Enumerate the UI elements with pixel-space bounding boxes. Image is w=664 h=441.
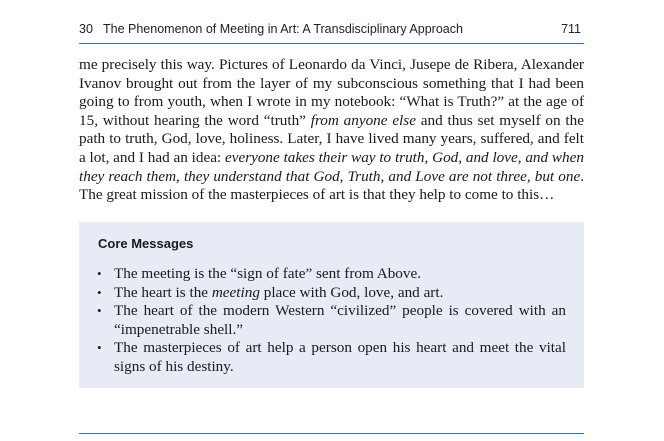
list-item-text: The meeting is the “sign of fate” sent from Above. — [114, 265, 422, 282]
body-paragraph — [79, 56, 584, 205]
body-text-segment: . The great mission of the masterpieces of art is that they help to come to this… — [79, 167, 584, 204]
list-item-text: place with God, love, and art. — [259, 283, 444, 301]
body-italic-segment: from anyone else — [310, 111, 416, 129]
page-reference: 711 — [561, 22, 581, 36]
body-text-segment: and thus set myself on the path to truth, God, love, holiness. Later, I have lived many years, suffered, and felt a lot, and I had an idea: — [79, 111, 584, 166]
bullet-icon: • — [97, 266, 102, 281]
bullet-icon: • — [97, 303, 102, 319]
list-item — [96, 284, 566, 303]
core-messages-list — [96, 265, 566, 377]
core-messages-box — [79, 222, 584, 388]
page-number: 30 — [79, 22, 93, 36]
list-item — [96, 339, 566, 376]
body-text-segment: me precisely this way. Pictures of Leonardo da Vinci, Jusepe de Ribera, Alexander Ivanov brought out from the layer of my subconscious something that I had been going to from youth, when I wrote in my notebook: “What is Truth?” at the age of 15, without hearing the word “truth” — [79, 56, 584, 129]
running-header — [79, 19, 584, 41]
list-item-text: The masterpieces of art help a person open his heart and meet the vital signs of his destiny. — [114, 339, 566, 375]
bullet-icon: • — [97, 340, 102, 356]
list-item — [96, 302, 566, 339]
book-title: The Phenomenon of Meeting in Art: A Transdisciplinary Approach — [103, 22, 463, 36]
list-item — [96, 265, 566, 284]
list-item-italic: meeting — [211, 283, 260, 301]
footer-rule — [79, 433, 584, 434]
bullet-icon: • — [97, 284, 102, 300]
list-item-text: The heart of the modern Western “civilized” people is covered with an “impenetrable shell.” — [114, 302, 566, 338]
body-italic-segment: everyone takes their way to truth, God, and love, and when they reach them, they understand that God, Truth, and Love are not three, but one — [79, 148, 584, 185]
core-messages-title: Core Messages — [98, 236, 194, 251]
header-rule — [79, 43, 584, 44]
list-item-text: The heart is the — [114, 283, 212, 301]
